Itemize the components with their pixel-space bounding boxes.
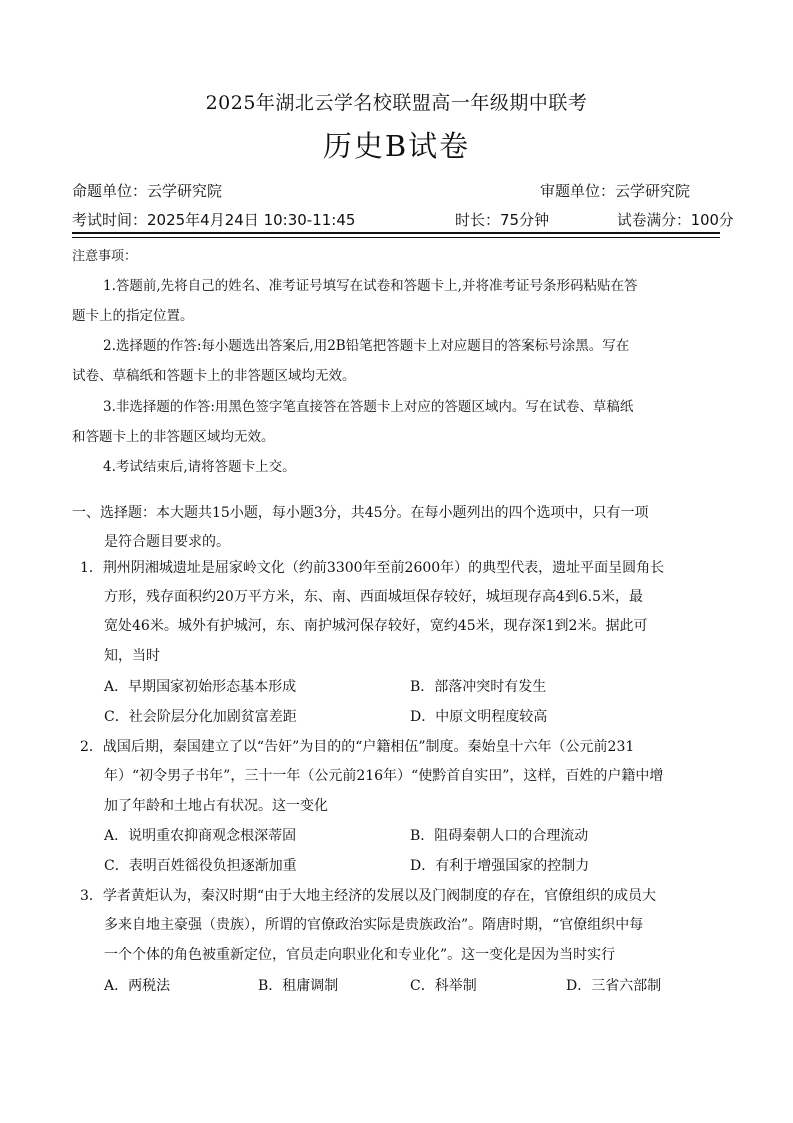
question-2-line: 年）“初令男子书年”，三十一年（公元前216年）“使黔首自实田”，这样，百姓的户籍中增	[104, 768, 664, 784]
notice-heading: 注意事项：	[72, 249, 138, 264]
notice-line: 题卡上的指定位置。	[72, 308, 194, 324]
question-3-option-c: C．科举制	[410, 978, 477, 994]
exam-title: 2025年湖北云学名校联盟高一年级期中联考	[205, 92, 588, 114]
question-3-line: 3．学者黄炬认为，秦汉时期“由于大地主经济的发展以及门阀制度的存在，官僚组织的成员大	[80, 888, 657, 904]
question-2-option-c: C．表明百姓徭役负担逐渐加重	[104, 858, 297, 874]
question-1-option-a: A．早期国家初始形态基本形成	[104, 679, 297, 695]
notice-line: 2.选择题的作答:每小题选出答案后,用2B铅笔把答题卡上对应题目的答案标号涂黑。写在	[103, 338, 630, 354]
full-score: 试卷满分：100分	[617, 212, 734, 229]
question-1-option-c: C．社会阶层分化加剧贫富差距	[104, 709, 297, 725]
header-divider-thick	[72, 232, 720, 234]
section-heading: 一、选择题：本大题共15小题，每小题3分，共45分。在每小题列出的四个选项中，只有一项	[72, 505, 649, 521]
question-1-line: 1．荆州阴湘城遗址是屈家岭文化（约前3300年至前2600年）的典型代表，遗址平面呈圆角长	[80, 560, 665, 576]
notice-line: 4.考试结束后,请将答题卡上交。	[103, 459, 296, 475]
question-1-line: 宽处46米。城外有护城河，东、南护城河保存较好，宽约45米，现存深1到2米。据此可	[104, 618, 648, 634]
notice-line: 试卷、草稿纸和答题卡上的非答题区域均无效。	[72, 368, 356, 384]
question-3-option-b: B．租庸调制	[258, 978, 339, 994]
exam-subtitle: 历史B试卷	[322, 129, 471, 163]
question-1-option-d: D．中原文明程度较高	[410, 709, 548, 725]
duration: 时长：75分钟	[455, 211, 550, 229]
question-3-option-a: A．两税法	[104, 978, 171, 994]
question-2-option-b: B．阻碍秦朝人口的合理流动	[410, 828, 589, 844]
question-2-line: 2．战国后期，秦国建立了以“告奸”为目的的“户籍相伍”制度。秦始皇十六年（公元前231	[80, 739, 635, 755]
setter-label: 命题单位：云学研究院	[72, 182, 223, 200]
question-1-option-b: B．部落冲突时有发生	[410, 679, 547, 695]
question-2-option-d: D．有利于增强国家的控制力	[410, 858, 590, 874]
notice-line: 和答题卡上的非答题区域均无效。	[72, 429, 275, 445]
header-divider-thin	[72, 237, 720, 238]
question-1-line: 知，当时	[104, 648, 160, 664]
notice-line: 1.答题前,先将自己的姓名、准考证号填写在试卷和答题卡上,并将准考证号条形码粘贴在答	[103, 278, 638, 294]
question-1-line: 方形，残存面积约20万平方米，东、南、西面城垣保存较好，城垣现存高4到6.5米，最	[104, 589, 643, 605]
reviewer-label: 审题单位：云学研究院	[540, 182, 691, 200]
question-2-option-a: A．说明重农抑商观念根深蒂固	[104, 828, 297, 844]
section-heading-cont: 是符合题目要求的。	[104, 534, 230, 550]
notice-line: 3.非选择题的作答:用黑色签字笔直接答在答题卡上对应的答题区域内。写在试卷、草稿纸	[103, 399, 634, 415]
exam-time: 考试时间：2025年4月24日 10:30-11:45	[72, 211, 356, 229]
question-2-line: 加了年龄和土地占有状况。这一变化	[104, 798, 328, 814]
question-3-line: 多来自地主豪强（贵族），所谓的官僚政治实际是贵族政治”。隋唐时期，“官僚组织中每	[104, 917, 644, 933]
question-3-option-d: D．三省六部制	[566, 978, 662, 994]
question-3-line: 一个个体的角色被重新定位，官员走向职业化和专业化”。这一变化是因为当时实行	[104, 947, 616, 963]
